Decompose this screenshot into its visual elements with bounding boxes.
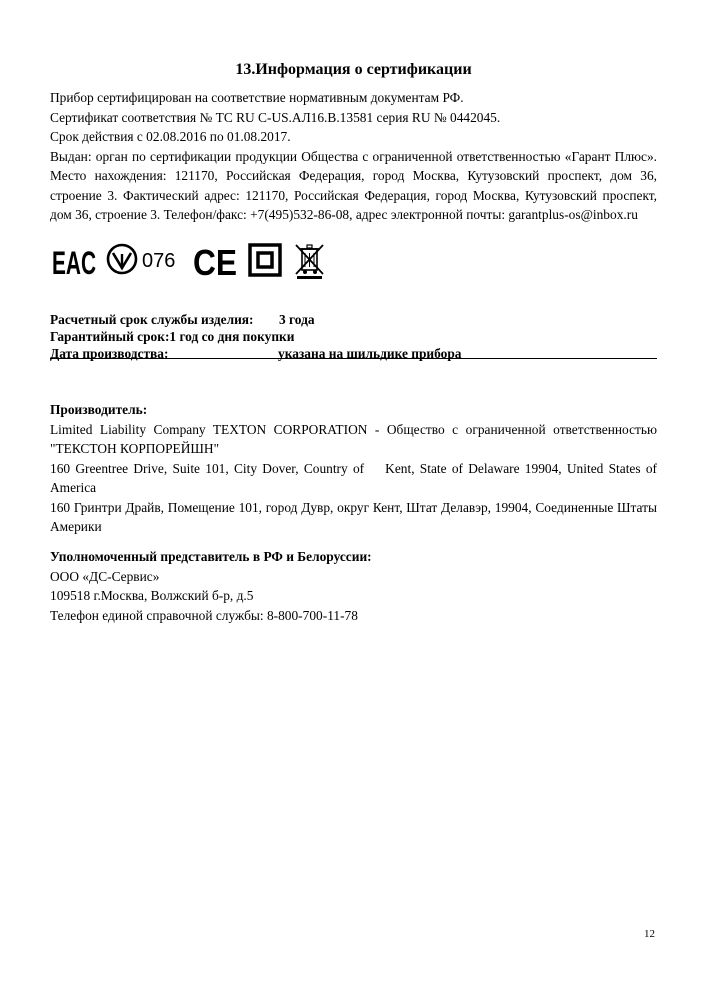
rostest-code [140,243,184,275]
page-number: 12 [644,928,655,940]
warranty-text: Гарантийный срок:1 год со дня покупки [50,329,295,344]
rostest-mark-icon [106,243,138,275]
production-date-row [50,345,657,362]
representative-line: 109518 г.Москва, Волжский б-р, д.5 [50,588,254,603]
weee-bin-icon [294,243,326,279]
eac-mark-icon [52,243,98,279]
product-specs [50,311,657,362]
section-title: 13.Информация о сертификации [235,61,472,78]
representative-block [50,547,657,625]
cert-line: Прибор сертифицирован на соответствие нормативным документам РФ. [50,90,464,105]
certificate-block [50,88,657,225]
certification-marks [50,243,350,283]
ce-mark-text: CE [193,242,237,283]
manufacturer-name: Limited Liability Company TEXTON CORPORATION - Общество с ограниченной ответственностью "ТЕКСТОН КОРПОРЕЙШН" [50,421,657,456]
representative-line: ООО «ДС-Сервис» [50,568,160,584]
representative-heading: Уполномоченный представитель в РФ и Белоруссии: [50,549,372,564]
warranty-row [50,328,657,345]
service-life-label: Расчетный срок службы изделия: [50,312,254,327]
cert-issued-by: Выдан: орган по сертификации продукции Общества с ограниченной ответственностью «Гарант Плюс». Место нахождения: 121170, Российская Федерация, город Москва, Кутузовский проспект, дом 36, строение 3. Фактический адрес: 121170, Российская Федерация, город Москва, Кутузовский проспект, дом 36, строение 3. Телефон/факс: +7(495)532-86-08, адрес электронной почты: garantplus-os@inbox.ru [50,148,657,222]
eac-mark-text: EAC [52,245,96,281]
service-life-row [50,311,657,328]
class-ii-insulation-icon [248,243,282,277]
rostest-code-text: 076 [142,250,176,272]
manufacturer-heading: Производитель: [50,402,148,417]
production-date-value: указана на шильдике прибора [278,346,462,361]
manufacturer-address-en: 160 Greentree Drive, Suite 101, City Dover, Country of Kent, State of Delaware 19904, United States of America [50,460,660,495]
section-divider [50,358,657,359]
representative-line: Телефон единой справочной службы: 8-800-700-11-78 [50,607,358,623]
cert-line: Срок действия с 02.08.2016 по 01.08.2017. [50,129,291,144]
ce-mark-icon [193,242,239,283]
production-date-label: Дата производства: [50,346,169,361]
cert-line: Сертификат соответствия № ТС RU C-US.АЛ16.В.13581 серия RU № 0442045. [50,109,501,125]
service-life-value: 3 года [279,312,315,327]
manufacturer-block [50,400,660,537]
manufacturer-address-ru: 160 Гринтри Драйв, Помещение 101, город Дувр, округ Кент, Штат Делавэр, 19904, Соединенные Штаты Америки [50,499,657,534]
